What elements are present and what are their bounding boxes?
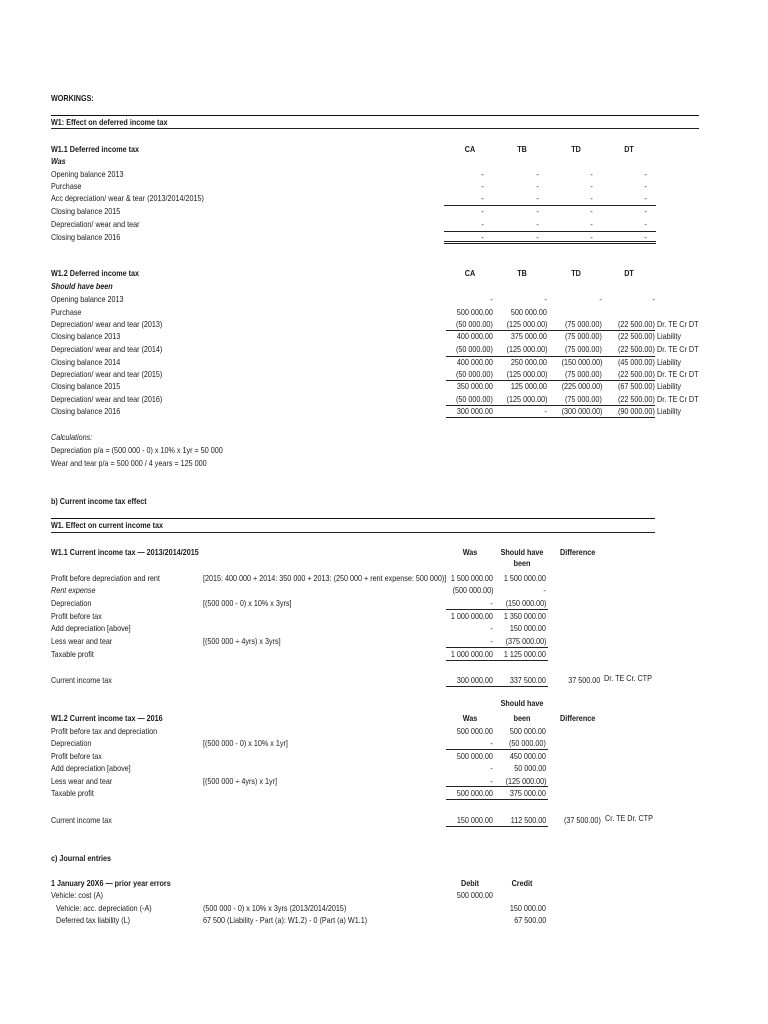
cit2-row-label: Less wear and tear bbox=[51, 776, 113, 786]
w12-cell: (50 000.00) bbox=[456, 319, 493, 329]
w12-balance-rule bbox=[446, 405, 655, 406]
w11-total-rule bbox=[444, 241, 656, 242]
cit-tax-was: 300 000.00 bbox=[456, 675, 493, 685]
w12-row-note: Liability bbox=[657, 357, 682, 367]
cit-should-cell: 1 350 000.00 bbox=[503, 611, 546, 621]
w11-col-header: DT bbox=[624, 144, 634, 154]
journal-credit-cell: 150 000.00 bbox=[509, 903, 546, 913]
w12-balance-rule bbox=[446, 380, 655, 381]
w12-cell: 400 000.00 bbox=[456, 357, 493, 367]
w12-cell: - bbox=[490, 294, 493, 304]
w11-row-label: Closing balance 2015 bbox=[51, 206, 121, 216]
w12-cell: (225 000.00) bbox=[561, 381, 602, 391]
cit-should-cell: - bbox=[543, 585, 546, 595]
w11-cell: - bbox=[536, 232, 539, 242]
journal-credit-cell: 67 500.00 bbox=[513, 915, 546, 925]
w11-subtotal-rule bbox=[444, 231, 656, 232]
w12-row-label: Depreciation/ wear and tear (2013) bbox=[51, 319, 163, 329]
w11-cell: - bbox=[590, 219, 593, 229]
w1-heading: W1: Effect on deferred income tax bbox=[51, 117, 168, 127]
cit-was-cell: 1 000 000.00 bbox=[450, 611, 493, 621]
cit-col-diff: Difference bbox=[560, 547, 596, 557]
w11-cell: - bbox=[536, 193, 539, 203]
w11-col-header: TB bbox=[517, 144, 527, 154]
cit-row-label: Add depreciation [above] bbox=[51, 623, 131, 633]
journal-row-label: Vehicle: acc. depreciation (-A) bbox=[56, 903, 152, 913]
w12-cell: - bbox=[544, 294, 547, 304]
w12-cell: (90 000.00) bbox=[618, 406, 655, 416]
w11-cell: - bbox=[590, 206, 593, 216]
w11-cell: - bbox=[644, 181, 647, 191]
w11-row-label: Acc depreciation/ wear & tear (2013/2014/2015) bbox=[51, 193, 204, 203]
w12-col-header: DT bbox=[624, 268, 634, 278]
w11-cell: - bbox=[644, 193, 647, 203]
cit-col-should: Should have bbox=[500, 547, 544, 557]
w11-cell: - bbox=[644, 232, 647, 242]
part-b-title: b) Current income tax effect bbox=[51, 496, 147, 506]
cit2-was-cell: - bbox=[490, 776, 493, 786]
cit-should-cell: (375 000.00) bbox=[505, 636, 546, 646]
cit2-should-cell: 500 000.00 bbox=[509, 726, 546, 736]
cit2-should-cell: (50 000.00) bbox=[509, 738, 546, 748]
cit-row-label: Less wear and tear bbox=[51, 636, 113, 646]
w11-cell: - bbox=[590, 193, 593, 203]
cit-row-label: Rent expense bbox=[51, 585, 96, 595]
section-rule-bottom bbox=[51, 128, 699, 129]
w11-cell: - bbox=[590, 169, 593, 179]
journal-debit-cell: 500 000.00 bbox=[456, 890, 493, 900]
w11-cell: - bbox=[644, 169, 647, 179]
cit2-rule bbox=[446, 799, 548, 800]
w12-cell: (75 000.00) bbox=[565, 344, 602, 354]
w12-row-label: Depreciation/ wear and tear (2016) bbox=[51, 394, 163, 404]
journal-entry-title: 1 January 20X6 — prior year errors bbox=[51, 878, 171, 888]
w11-total-rule bbox=[444, 243, 656, 244]
cit2-was-cell: 500 000.00 bbox=[456, 726, 493, 736]
cit2-rule bbox=[446, 786, 548, 787]
cit2-tax-should: 112 500.00 bbox=[510, 815, 546, 825]
cit2-should-cell: 50 000.00 bbox=[513, 763, 546, 773]
cit-rule bbox=[446, 647, 548, 648]
w12-row-note: Dr. TE Cr DT bbox=[657, 344, 699, 354]
cit-should-cell: 150 000.00 bbox=[509, 623, 546, 633]
w12-cell: (45 000.00) bbox=[618, 357, 655, 367]
w12-cell: - bbox=[544, 406, 547, 416]
w12-cell: - bbox=[652, 294, 655, 304]
cit2-row-desc: [(500 000 - 0) x 10% x 1yr] bbox=[203, 738, 288, 748]
cit2-col-was: Was bbox=[462, 713, 478, 723]
cit2-tax-rule bbox=[446, 826, 548, 827]
w12-cell: (125 000.00) bbox=[506, 394, 547, 404]
w12-cell: (67 500.00) bbox=[618, 381, 655, 391]
w12-cell: 400 000.00 bbox=[456, 331, 493, 341]
w11-cell: - bbox=[590, 181, 593, 191]
w12-cell: 300 000.00 bbox=[456, 406, 493, 416]
w12-cell: 500 000.00 bbox=[456, 307, 493, 317]
w12-cell: 125 000.00 bbox=[510, 381, 547, 391]
w12-cell: 350 000.00 bbox=[456, 381, 493, 391]
cit-tax-label: Current income tax bbox=[51, 675, 112, 685]
cit-should-cell: 1 125 000.00 bbox=[503, 649, 546, 659]
w11-cell: - bbox=[481, 232, 484, 242]
w11-subtotal-rule bbox=[444, 205, 656, 206]
w12-cell: (22 500.00) bbox=[618, 344, 655, 354]
cit2-should-cell: 375 000.00 bbox=[509, 788, 546, 798]
w12-title: W1.2 Deferred income tax bbox=[51, 268, 140, 278]
cit2-title: W1.2 Current income tax — 2016 bbox=[51, 713, 163, 723]
w12-cell: (50 000.00) bbox=[456, 344, 493, 354]
w12-cell: (22 500.00) bbox=[618, 394, 655, 404]
w12-row-label: Closing balance 2016 bbox=[51, 406, 121, 416]
cit2-tax-was: 150 000.00 bbox=[456, 815, 493, 825]
w12-cell: (22 500.00) bbox=[618, 319, 655, 329]
cit2-rule bbox=[446, 749, 548, 750]
calc-wear-tear: Wear and tear p/a = 500 000 / 4 years = 125 000 bbox=[51, 458, 207, 468]
w11-cell: - bbox=[481, 206, 484, 216]
cit-was-cell: - bbox=[490, 623, 493, 633]
w11-cell: - bbox=[481, 219, 484, 229]
w12-cell: (125 000.00) bbox=[506, 344, 547, 354]
w11-row-label: Opening balance 2013 bbox=[51, 169, 124, 179]
w12-cell: 250 000.00 bbox=[510, 357, 547, 367]
w12-col-header: TD bbox=[571, 268, 581, 278]
w11-cell: - bbox=[481, 169, 484, 179]
w11-cell: - bbox=[536, 181, 539, 191]
w11-row-label: Closing balance 2016 bbox=[51, 232, 121, 242]
cit2-was-cell: 500 000.00 bbox=[456, 751, 493, 761]
part-c-title: c) Journal entries bbox=[51, 853, 112, 863]
w12-cell: (22 500.00) bbox=[618, 331, 655, 341]
w12-subtitle: Should have been bbox=[51, 281, 113, 291]
w12-cell: (75 000.00) bbox=[565, 319, 602, 329]
w12-cell: (50 000.00) bbox=[456, 394, 493, 404]
w11-cell: - bbox=[481, 193, 484, 203]
cit2-col-should: Should have bbox=[500, 698, 544, 708]
cit-was-cell: - bbox=[490, 636, 493, 646]
w12-balance-rule bbox=[446, 356, 655, 357]
cit-tax-note: Dr. TE Cr. CTP bbox=[604, 673, 652, 683]
cit-row-label: Profit before depreciation and rent bbox=[51, 573, 160, 583]
w11-col-header: TD bbox=[571, 144, 581, 154]
w11-cell: - bbox=[644, 219, 647, 229]
w12-cell: (125 000.00) bbox=[506, 319, 547, 329]
w12-cell: (300 000.00) bbox=[561, 406, 602, 416]
w12-row-note: Liability bbox=[657, 381, 682, 391]
cit-w11-title: W1.1 Current income tax — 2013/2014/2015 bbox=[51, 547, 199, 557]
w12-cell: - bbox=[599, 294, 602, 304]
cit2-tax-diff: (37 500.00) bbox=[564, 815, 601, 825]
cit-row-label: Depreciation bbox=[51, 598, 92, 608]
w12-cell: (150 000.00) bbox=[561, 357, 602, 367]
w12-col-header: TB bbox=[517, 268, 527, 278]
w12-col-header: CA bbox=[464, 268, 476, 278]
w11-col-header: CA bbox=[464, 144, 476, 154]
cit-row-desc: [(500 000 - 0) x 10% x 3yrs] bbox=[203, 598, 292, 608]
cit2-col-should-2: been bbox=[513, 713, 531, 723]
cit-tax-diff: 37 500.00 bbox=[567, 675, 600, 685]
w12-cell: (75 000.00) bbox=[565, 331, 602, 341]
w12-row-note: Dr. TE Cr DT bbox=[657, 394, 699, 404]
cit-rule bbox=[446, 660, 548, 661]
w12-row-label: Depreciation/ wear and tear (2014) bbox=[51, 344, 163, 354]
part-b-rule-bottom bbox=[51, 532, 655, 533]
cit2-tax-note: Cr. TE Dr. CTP bbox=[605, 813, 653, 823]
w12-row-note: Liability bbox=[657, 331, 682, 341]
cit-row-desc: [(500 000 ÷ 4yrs) x 3yrs] bbox=[203, 636, 281, 646]
cit2-should-cell: 450 000.00 bbox=[509, 751, 546, 761]
cit-col-was: Was bbox=[462, 547, 478, 557]
w11-cell: - bbox=[481, 181, 484, 191]
w11-cell: - bbox=[536, 219, 539, 229]
cit2-row-label: Depreciation bbox=[51, 738, 92, 748]
w12-row-label: Depreciation/ wear and tear (2015) bbox=[51, 369, 163, 379]
w12-row-note: Dr. TE Cr DT bbox=[657, 369, 699, 379]
journal-row-label: Vehicle: cost (A) bbox=[51, 890, 104, 900]
w12-cell: 500 000.00 bbox=[510, 307, 547, 317]
w12-row-note: Dr. TE Cr DT bbox=[657, 319, 699, 329]
w12-cell: (50 000.00) bbox=[456, 369, 493, 379]
w11-cell: - bbox=[536, 169, 539, 179]
cit2-was-cell: - bbox=[490, 763, 493, 773]
w12-row-label: Closing balance 2015 bbox=[51, 381, 121, 391]
w12-cell: (125 000.00) bbox=[506, 369, 547, 379]
journal-col-credit: Credit bbox=[511, 878, 533, 888]
cit-was-cell: (500 000.00) bbox=[452, 585, 493, 595]
part-b-rule-top bbox=[51, 518, 655, 519]
w12-cell: (75 000.00) bbox=[565, 394, 602, 404]
w11-cell: - bbox=[644, 206, 647, 216]
workings-title: WORKINGS: bbox=[51, 93, 94, 103]
w12-final-rule bbox=[446, 417, 655, 418]
cit-row-label: Profit before tax bbox=[51, 611, 102, 621]
cit2-was-cell: 500 000.00 bbox=[456, 788, 493, 798]
part-b-heading: W1. Effect on current income tax bbox=[51, 520, 164, 530]
journal-col-debit: Debit bbox=[460, 878, 480, 888]
w11-cell: - bbox=[536, 206, 539, 216]
w12-cell: (22 500.00) bbox=[618, 369, 655, 379]
w12-row-label: Closing balance 2013 bbox=[51, 331, 121, 341]
cit-was-cell: 1 500 000.00 bbox=[450, 573, 493, 583]
cit-row-desc: [2015: 400 000 + 2014: 350 000 + 2013: (250 000 + rent expense: 500 000)] bbox=[203, 573, 447, 583]
calc-depreciation: Depreciation p/a = (500 000 - 0) x 10% x 1yr = 50 000 bbox=[51, 445, 223, 455]
cit-was-cell: - bbox=[490, 598, 493, 608]
w12-cell: (75 000.00) bbox=[565, 369, 602, 379]
cit2-tax-label: Current income tax bbox=[51, 815, 112, 825]
cit-should-cell: (150 000.00) bbox=[505, 598, 546, 608]
w12-row-label: Closing balance 2014 bbox=[51, 357, 121, 367]
cit2-col-diff: Difference bbox=[560, 713, 596, 723]
journal-row-desc: 67 500 (Liability - Part (a): W1.2) - 0 (Part (a) W1.1) bbox=[203, 915, 368, 925]
cit2-should-cell: (125 000.00) bbox=[505, 776, 546, 786]
journal-row-label: Deferred tax liability (L) bbox=[56, 915, 131, 925]
w11-row-label: Purchase bbox=[51, 181, 82, 191]
cit2-row-label: Profit before tax bbox=[51, 751, 102, 761]
cit-tax-rule bbox=[446, 686, 548, 687]
w12-row-note: Liability bbox=[657, 406, 682, 416]
cit2-was-cell: - bbox=[490, 738, 493, 748]
calc-title: Calculations: bbox=[51, 432, 93, 442]
journal-row-desc: (500 000 - 0) x 10% x 3yrs (2013/2014/2015) bbox=[203, 903, 347, 913]
w11-row-label: Depreciation/ wear and tear bbox=[51, 219, 140, 229]
w12-balance-rule bbox=[446, 330, 655, 331]
w12-row-label: Opening balance 2013 bbox=[51, 294, 124, 304]
w11-subtitle: Was bbox=[51, 156, 66, 166]
cit-was-cell: 1 000 000.00 bbox=[450, 649, 493, 659]
cit2-row-label: Add depreciation [above] bbox=[51, 763, 131, 773]
cit-should-cell: 1 500 000.00 bbox=[503, 573, 546, 583]
cit2-row-label: Taxable profit bbox=[51, 788, 94, 798]
cit-col-should-2: been bbox=[513, 558, 531, 568]
w11-title: W1.1 Deferred income tax bbox=[51, 144, 140, 154]
section-rule-top bbox=[51, 115, 699, 116]
w12-row-label: Purchase bbox=[51, 307, 82, 317]
cit2-row-desc: [(500 000 ÷ 4yrs) x 1yr] bbox=[203, 776, 278, 786]
cit-rule bbox=[446, 609, 548, 610]
w11-cell: - bbox=[590, 232, 593, 242]
cit2-row-label: Profit before tax and depreciation bbox=[51, 726, 158, 736]
cit-tax-should: 337 500.00 bbox=[509, 675, 546, 685]
w12-cell: 375 000.00 bbox=[510, 331, 547, 341]
cit-row-label: Taxable profit bbox=[51, 649, 94, 659]
